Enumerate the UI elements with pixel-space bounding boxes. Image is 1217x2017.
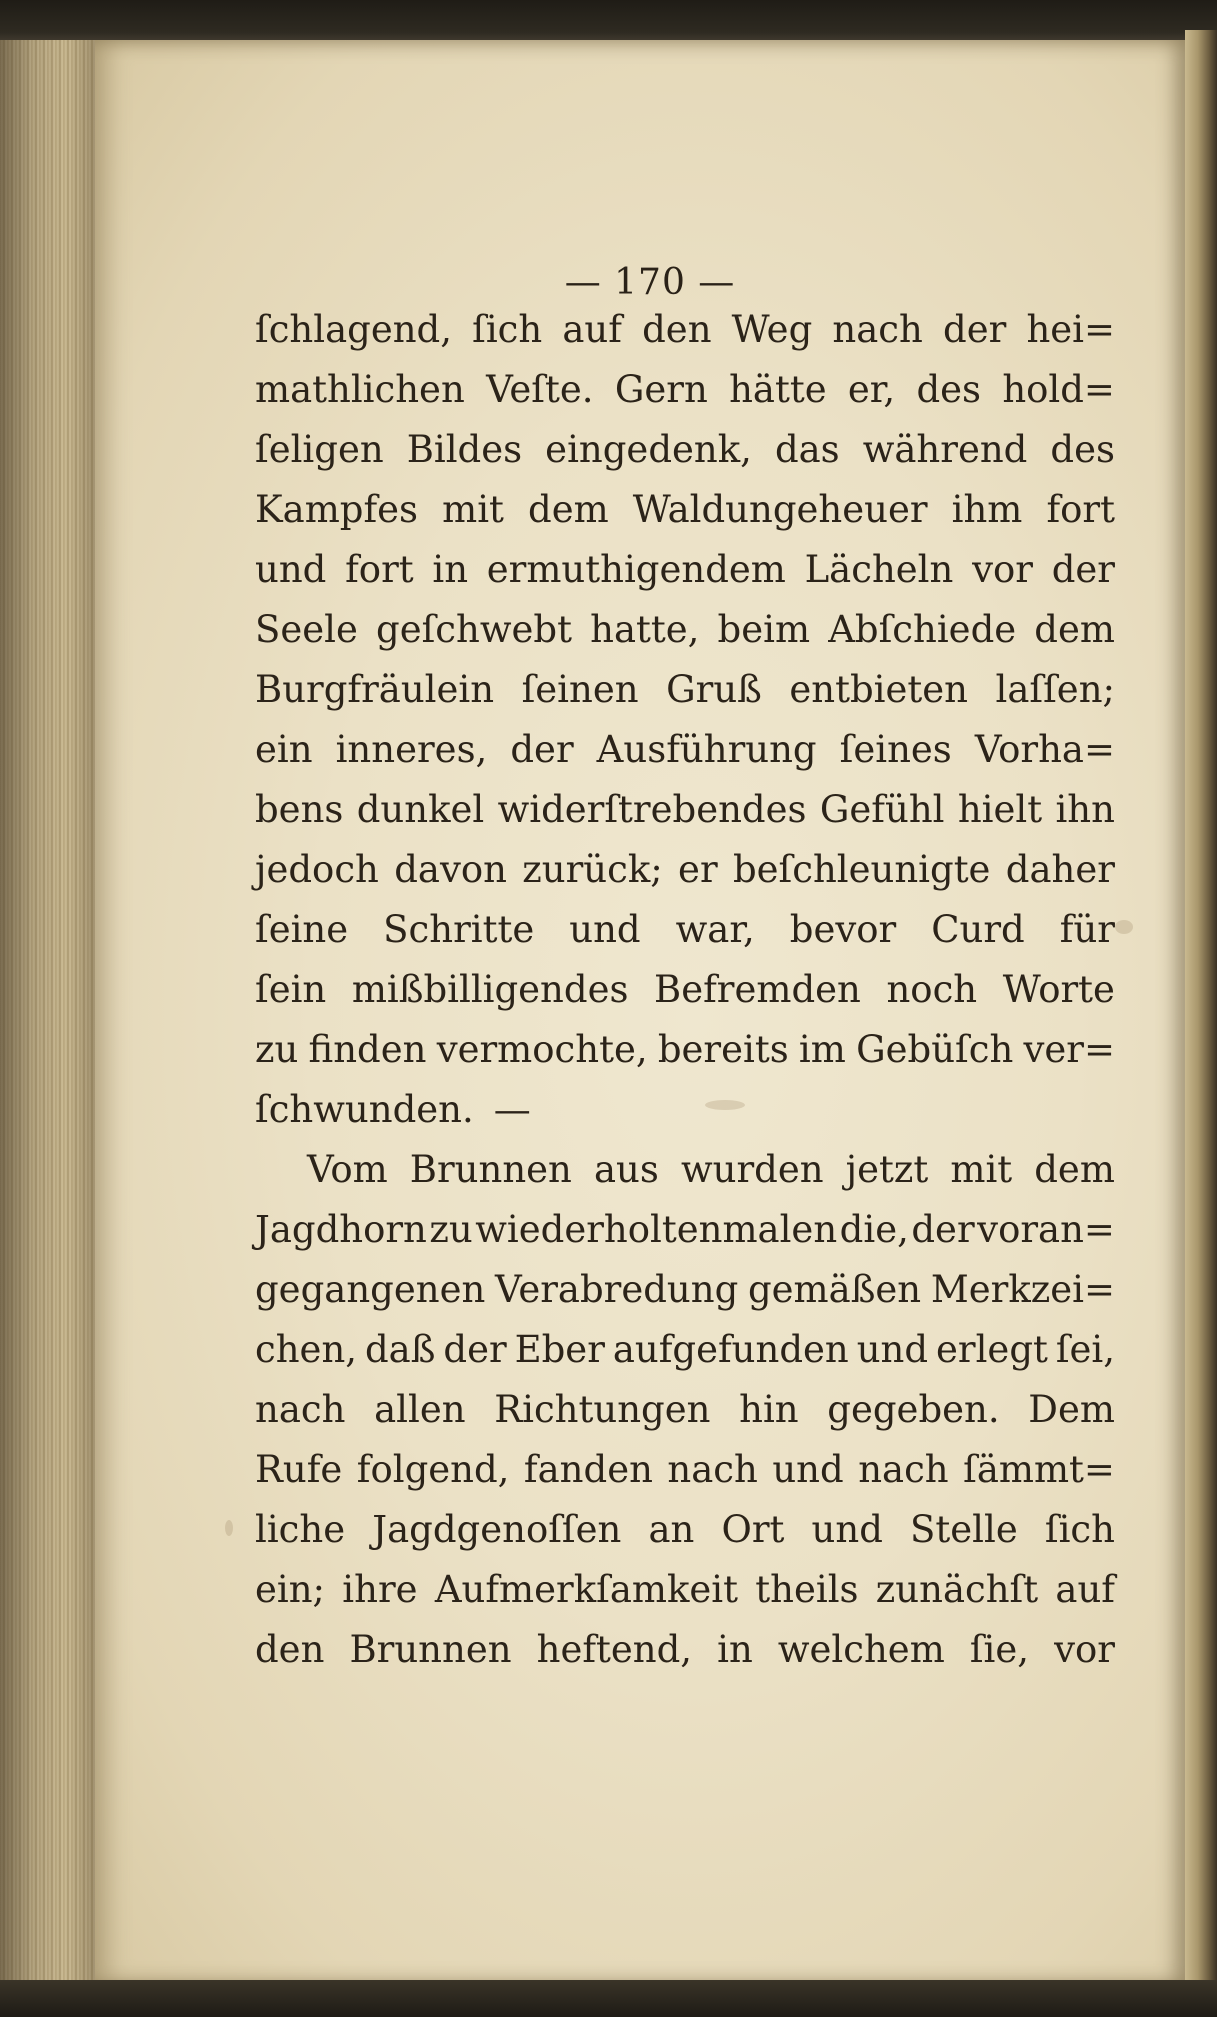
- word: bevor: [789, 908, 897, 951]
- word: fort: [1046, 488, 1115, 531]
- text-line: [255, 960, 1115, 1020]
- word: Dem: [1028, 1388, 1115, 1431]
- word: dunkel: [356, 788, 485, 831]
- word: den: [255, 1628, 325, 1671]
- word: der: [911, 1208, 975, 1251]
- word: noch: [886, 968, 978, 1011]
- word: ermuthigendem: [486, 548, 786, 591]
- word: allen: [374, 1388, 466, 1431]
- word: hielt: [957, 788, 1043, 831]
- word: mathlichen: [255, 368, 465, 411]
- word: er,: [847, 368, 896, 411]
- word: hin: [739, 1388, 799, 1431]
- word: Befremden: [654, 968, 861, 1011]
- word: hei=: [1026, 308, 1115, 351]
- word: Ausführung: [596, 728, 817, 771]
- word: gegangenen: [255, 1268, 486, 1311]
- text-line: [255, 1200, 1115, 1260]
- word: für: [1059, 908, 1115, 951]
- word: dem: [1034, 608, 1115, 651]
- word: Veſte.: [486, 368, 594, 411]
- book-page-stack-shadow: [0, 40, 95, 1985]
- body-text: [255, 300, 1115, 1680]
- text-line: [255, 780, 1115, 840]
- text-line: [255, 1500, 1115, 1560]
- word: gemäßen: [747, 1268, 922, 1311]
- word: in: [432, 548, 469, 591]
- word: dem: [1034, 1148, 1115, 1191]
- text-line: [255, 1560, 1115, 1620]
- word: ſeine: [255, 908, 349, 951]
- word: vor: [1054, 1628, 1115, 1671]
- word: bereits: [657, 1028, 789, 1071]
- word: Vorha=: [974, 728, 1115, 771]
- word: geſchwebt: [376, 608, 572, 651]
- word: Seele: [255, 608, 358, 651]
- word: Kampfes: [255, 488, 419, 531]
- word: daß: [364, 1328, 436, 1371]
- word: ſeligen: [255, 428, 384, 471]
- text-line: [255, 900, 1115, 960]
- word: heftend,: [536, 1628, 693, 1671]
- word: ſchlagend,: [255, 308, 452, 351]
- word: Weg: [731, 308, 813, 351]
- word: nach: [667, 1448, 758, 1491]
- word: der: [510, 728, 574, 771]
- word: Gern: [614, 368, 708, 411]
- word: hatte,: [590, 608, 700, 651]
- word: nach: [858, 1448, 949, 1491]
- word: den: [642, 308, 712, 351]
- text-line-paragraph-end: [255, 1080, 1115, 1140]
- word: ſämmt=: [963, 1448, 1115, 1491]
- word: ver=: [1023, 1028, 1115, 1071]
- word: mißbilligendes: [351, 968, 629, 1011]
- text-line: [255, 660, 1115, 720]
- word: davon: [394, 848, 507, 891]
- word: ſeines: [839, 728, 952, 771]
- text-line: [255, 420, 1115, 480]
- word: Gebüſch: [856, 1028, 1014, 1071]
- word: die,: [839, 1208, 909, 1251]
- word: in: [717, 1628, 753, 1671]
- text-line: [255, 1320, 1115, 1380]
- word: vermochte,: [436, 1028, 648, 1071]
- word: Aufmerkſamkeit: [434, 1568, 739, 1611]
- word: chen,: [255, 1328, 358, 1371]
- word: jedoch: [255, 848, 379, 891]
- word: zu: [429, 1208, 473, 1251]
- word: nach: [832, 308, 923, 351]
- word: und: [856, 1328, 929, 1371]
- word: erlegt: [936, 1328, 1048, 1371]
- word: folgend,: [356, 1448, 510, 1491]
- word: theils: [755, 1568, 859, 1611]
- word: und: [772, 1448, 844, 1491]
- word: Vom: [307, 1148, 388, 1191]
- word: Lächeln: [804, 548, 954, 591]
- word: eingedenk,: [545, 428, 752, 471]
- word: aus: [593, 1148, 659, 1191]
- word: Verabredung: [495, 1268, 739, 1311]
- word: laſſen;: [995, 668, 1115, 711]
- word: das: [774, 428, 840, 471]
- word: und: [569, 908, 641, 951]
- word: Stelle: [910, 1508, 1018, 1551]
- word: hold=: [1002, 368, 1115, 411]
- text-line: [255, 1620, 1115, 1680]
- text-line: [255, 720, 1115, 780]
- word: Schritte: [383, 908, 535, 951]
- text-line: [255, 1020, 1115, 1080]
- word: an: [648, 1508, 695, 1551]
- word: entbieten: [789, 668, 968, 711]
- word: beſchleunigte: [732, 848, 991, 891]
- word: —: [493, 1088, 531, 1131]
- word: aufgefunden: [612, 1328, 849, 1371]
- word: fort: [345, 548, 414, 591]
- word: und: [811, 1508, 883, 1551]
- word: zurück;: [522, 848, 663, 891]
- word: Eber: [514, 1328, 605, 1371]
- word: vor: [972, 548, 1033, 591]
- text-line: [255, 480, 1115, 540]
- word: Worte: [1002, 968, 1115, 1011]
- word: ſchwunden.: [255, 1088, 474, 1131]
- word: ihm: [951, 488, 1023, 531]
- word: und: [255, 548, 327, 591]
- paper-spot: [1115, 920, 1133, 934]
- word: Brunnen: [349, 1628, 512, 1671]
- word: im: [798, 1028, 846, 1071]
- word: war,: [675, 908, 755, 951]
- word: liche: [255, 1508, 346, 1551]
- word: wiederholtenmalen: [475, 1208, 838, 1251]
- word: der: [943, 308, 1007, 351]
- word: während: [862, 428, 1028, 471]
- word: des: [1050, 428, 1115, 471]
- word: Jagdhorn: [255, 1208, 427, 1251]
- word: Rufe: [255, 1448, 343, 1491]
- word: ſie,: [969, 1628, 1030, 1671]
- word: ſei,: [1055, 1328, 1115, 1371]
- word: Bildes: [406, 428, 523, 471]
- word: beim: [717, 608, 811, 651]
- page-number: — 170 —: [564, 262, 736, 303]
- text-line: [255, 1440, 1115, 1500]
- word: nach: [255, 1388, 346, 1431]
- text-line-paragraph-start: [255, 1140, 1115, 1200]
- word: des: [916, 368, 982, 411]
- word: ſein: [255, 968, 327, 1011]
- word: Burgfräulein: [255, 668, 495, 711]
- word: ein;: [255, 1568, 326, 1611]
- word: ſich: [472, 308, 543, 351]
- word: Abſchiede: [828, 608, 1017, 651]
- word: inneres,: [335, 728, 488, 771]
- word: daher: [1005, 848, 1115, 891]
- word: ein: [255, 728, 313, 771]
- text-line: [255, 1260, 1115, 1320]
- word: wurden: [680, 1148, 824, 1191]
- word: gegeben.: [827, 1388, 1000, 1431]
- word: auf: [1055, 1568, 1115, 1611]
- word: widerſtrebendes: [497, 788, 807, 831]
- word: auf: [562, 308, 622, 351]
- word: finden: [308, 1028, 427, 1071]
- word: mit: [442, 488, 504, 531]
- word: Waldungeheuer: [632, 488, 928, 531]
- word: zunächſt: [875, 1568, 1039, 1611]
- word: voran=: [977, 1208, 1115, 1251]
- word: bens: [255, 788, 344, 831]
- word: Curd: [931, 908, 1025, 951]
- word: ſeinen: [521, 668, 639, 711]
- text-line: [255, 300, 1115, 360]
- word: Merkzei=: [930, 1268, 1115, 1311]
- word: Gefühl: [819, 788, 945, 831]
- word: Ort: [721, 1508, 785, 1551]
- word: jetzt: [845, 1148, 929, 1191]
- word: fanden: [523, 1448, 653, 1491]
- word: Brunnen: [409, 1148, 572, 1191]
- text-line: [255, 1380, 1115, 1440]
- word: ihre: [342, 1568, 418, 1611]
- word: ihn: [1055, 788, 1115, 831]
- word: er: [678, 848, 718, 891]
- word: ſich: [1044, 1508, 1115, 1551]
- word: dem: [528, 488, 609, 531]
- word: hätte: [729, 368, 827, 411]
- text-line: [255, 540, 1115, 600]
- text-line: [255, 600, 1115, 660]
- page-right-edge: [1185, 30, 1217, 1990]
- word: der: [1051, 548, 1115, 591]
- word: welchem: [777, 1628, 945, 1671]
- word: Gruß: [666, 668, 762, 711]
- word: Richtungen: [494, 1388, 711, 1431]
- paper-spot: [225, 1520, 233, 1536]
- word: mit: [950, 1148, 1013, 1191]
- word: Jagdgenoſſen: [372, 1508, 622, 1551]
- word: der: [443, 1328, 507, 1371]
- text-line: [255, 840, 1115, 900]
- word: zu: [255, 1028, 299, 1071]
- scan-bottom-edge: [0, 1980, 1217, 2017]
- text-line: [255, 360, 1115, 420]
